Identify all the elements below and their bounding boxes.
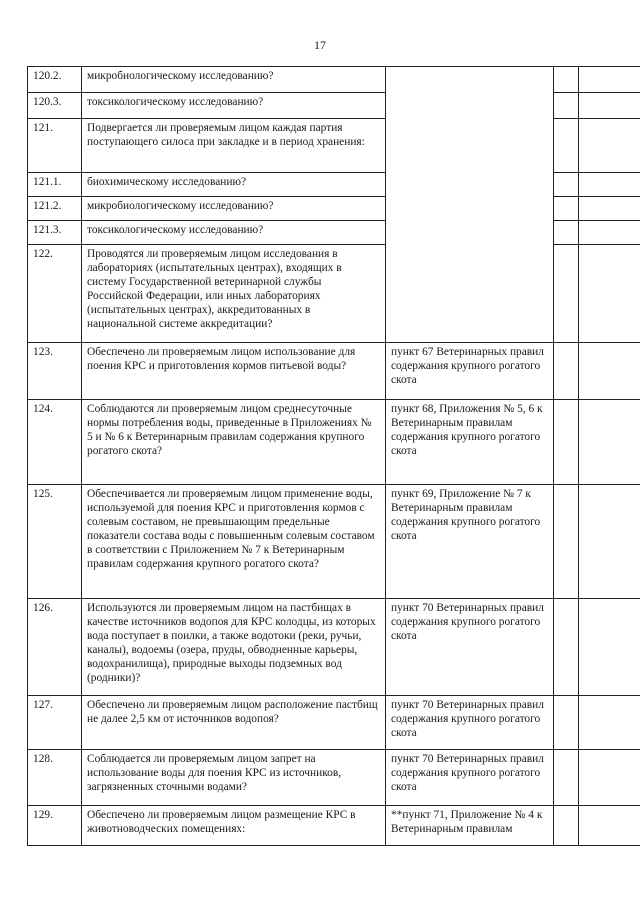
item-reference-merged [386,67,554,343]
answer-cell [554,750,579,806]
item-number: 121.1. [28,173,82,197]
table-row [28,67,640,93]
item-number: 121.2. [28,197,82,221]
answer-cell [579,750,640,806]
answer-cell [554,485,579,599]
answer-cell [579,197,640,221]
answer-cell [579,67,640,93]
answer-cell [554,119,579,173]
item-number: 120.3. [28,93,82,119]
item-reference: **пункт 71, Приложение № 4 к Ветеринарным правилам [386,806,554,846]
item-number: 124. [28,400,82,485]
item-question: биохимическому исследованию? [82,173,386,197]
answer-cell [554,221,579,245]
table-row [28,343,640,400]
answer-cell [554,400,579,485]
answer-cell [579,599,640,696]
answer-cell [554,806,579,846]
answer-cell [579,93,640,119]
table-row [28,750,640,806]
item-question: микробиологическому исследованию? [82,67,386,93]
table-row [28,485,640,599]
table-row [28,599,640,696]
table-row [28,696,640,750]
answer-cell [554,599,579,696]
answer-cell [579,221,640,245]
page-number: 17 [314,38,326,52]
answer-cell [554,93,579,119]
answer-cell [579,173,640,197]
answer-cell [579,400,640,485]
answer-cell [554,67,579,93]
answer-cell [554,197,579,221]
item-reference: пункт 70 Ветеринарных правил содержания крупного рогатого скота [386,599,554,696]
item-question: токсикологическому исследованию? [82,93,386,119]
table-row [28,400,640,485]
answer-cell [579,119,640,173]
item-question: Используются ли проверяемым лицом на пастбищах в качестве источников водопоя для КРС колодцы, из которых вода поступает в поилки, а также водотоки (реки, ручьи, каналы), водоемы (озера, пруды, обводненные карьеры, водохранилища), природные выходы подземных вод (родники)? [82,599,386,696]
item-number: 121.3. [28,221,82,245]
item-number: 128. [28,750,82,806]
item-number: 121. [28,119,82,173]
item-reference: пункт 70 Ветеринарных правил содержания крупного рогатого скота [386,696,554,750]
item-number: 122. [28,245,82,343]
item-number: 127. [28,696,82,750]
answer-cell [579,806,640,846]
answer-cell [554,343,579,400]
item-reference: пункт 69, Приложение № 7 к Ветеринарным правилам содержания крупного рогатого скота [386,485,554,599]
item-number: 129. [28,806,82,846]
answer-cell [579,696,640,750]
answer-cell [579,343,640,400]
item-question: токсикологическому исследованию? [82,221,386,245]
item-question: Соблюдаются ли проверяемым лицом среднесуточные нормы потребления воды, приведенные в Приложениях № 5 и № 6 к Ветеринарным правилам содержания крупного рогатого скота? [82,400,386,485]
item-question: Проводятся ли проверяемым лицом исследования в лабораториях (испытательных центрах), входящих в систему Государственной ветеринарной службы Российской Федерации, или иных лабораториях (испытательных центрах), аккредитованных в национальной системе аккредитации? [82,245,386,343]
item-number: 120.2. [28,67,82,93]
item-question: Подвергается ли проверяемым лицом каждая партия поступающего силоса при закладке и в период хранения: [82,119,386,173]
item-question: Обеспечено ли проверяемым лицом использование для поения КРС и приготовления кормов питьевой воды? [82,343,386,400]
item-question: Соблюдается ли проверяемым лицом запрет на использование воды для поения КРС из источников, загрязненных сточными водами? [82,750,386,806]
item-number: 125. [28,485,82,599]
item-number: 126. [28,599,82,696]
answer-cell [554,245,579,343]
table-row [28,806,640,846]
item-reference: пункт 68, Приложения № 5, 6 к Ветеринарным правилам содержания крупного рогатого скота [386,400,554,485]
answer-cell [554,696,579,750]
item-reference: пункт 67 Ветеринарных правил содержания крупного рогатого скота [386,343,554,400]
item-reference: пункт 70 Ветеринарных правил содержания крупного рогатого скота [386,750,554,806]
answer-cell [579,245,640,343]
item-question: Обеспечено ли проверяемым лицом расположение пастбищ не далее 2,5 км от источников водопоя? [82,696,386,750]
answer-cell [554,173,579,197]
item-question: Обеспечено ли проверяемым лицом размещение КРС в животноводческих помещениях: [82,806,386,846]
checklist-table [27,66,640,846]
answer-cell [579,485,640,599]
item-question: микробиологическому исследованию? [82,197,386,221]
item-number: 123. [28,343,82,400]
item-question: Обеспечивается ли проверяемым лицом применение воды, используемой для поения КРС и приготовления кормов с солевым составом, не превышающим предельные показатели состава воды с повышенным солевым составом в соответствии с Приложением № 7 к Ветеринарным правилам содержания крупного рогатого скота? [82,485,386,599]
